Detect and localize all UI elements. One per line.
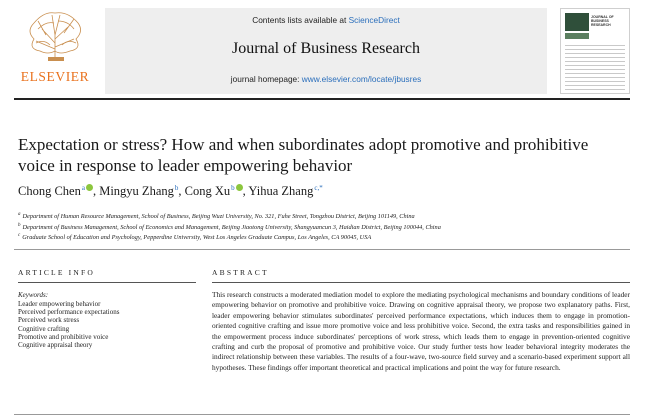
journal-title[interactable]: Journal of Business Research [232, 40, 420, 57]
author-list [18, 184, 628, 199]
keywords-label: Keywords: [18, 291, 49, 299]
article-info-divider [18, 282, 196, 283]
publisher-name: ELSEVIER [20, 69, 90, 84]
keyword-item: Promotive and prohibitive voice [18, 332, 109, 341]
homepage-prefix: journal homepage: [230, 74, 302, 84]
keyword-item: Cognitive crafting [18, 324, 70, 333]
orcid-icon[interactable] [236, 184, 243, 191]
affiliation [18, 212, 628, 220]
author-affiliation-mark[interactable]: b [174, 184, 179, 192]
author-separator: , [242, 184, 249, 198]
affiliation-mark: b [18, 223, 21, 228]
elsevier-logo[interactable] [14, 9, 96, 87]
cover-image-block [565, 13, 589, 31]
elsevier-tree-icon [24, 9, 86, 63]
contents-prefix: Contents lists available at [252, 15, 349, 25]
author-name[interactable]: Chong Chen [18, 184, 81, 198]
affiliation-mark: a [18, 212, 21, 217]
keyword-item: Perceived work stress [18, 316, 80, 325]
author-affiliation-mark[interactable]: c,* [314, 184, 323, 192]
author-name[interactable]: Yihua Zhang [248, 184, 314, 198]
keyword-item: Leader empowering behavior [18, 300, 101, 308]
affiliation-mark: c [18, 233, 21, 238]
journal-cover-thumbnail[interactable] [560, 8, 630, 94]
article-title: Expectation or stress? How and when subordinates adopt promotive and prohibitive voice in response to leader empowering behavior [18, 135, 589, 175]
author-name[interactable]: Mingyu Zhang [99, 184, 174, 198]
author-separator: , [178, 184, 185, 198]
author-separator: , [92, 184, 100, 198]
abstract-heading: ABSTRACT [212, 268, 269, 277]
journal-homepage-link[interactable]: www.elsevier.com/locate/jbusres [301, 74, 422, 84]
author-name[interactable]: Cong Xu [184, 184, 231, 198]
cover-image-strip [565, 33, 589, 39]
author-affiliation-mark[interactable]: b [231, 184, 235, 192]
affiliation-text: Department of Business Management, School of Economics and Management, Beijing Jiaotong University, Shangyuancun 3, Haidian District, Beijing 100044, China [22, 224, 441, 231]
homepage-line [105, 74, 547, 84]
affiliation [18, 233, 628, 241]
article-info-heading: ARTICLE INFO [18, 268, 95, 277]
keyword-item: Cognitive appraisal theory [18, 341, 93, 350]
bottom-divider [14, 414, 630, 415]
orcid-icon[interactable] [86, 184, 93, 191]
cover-text-lines [565, 45, 625, 93]
sciencedirect-link[interactable]: ScienceDirect [348, 15, 400, 25]
author-affiliation-mark[interactable]: a [81, 184, 85, 192]
contents-line [105, 15, 547, 25]
affiliation-divider [14, 249, 630, 250]
journal-masthead [105, 8, 547, 94]
keyword-item: Perceived performance expectations [18, 308, 120, 317]
abstract-text: This research constructs a moderated mediation model to explore the mediating psychological mechanisms and boundary conditions of leader empowering behavior on promotive and prohibitive voice. Drawing on cognitive appraisal theory, we propose two explanatory paths. First, leader empowering behavior stimulates subordinates' perceived performance expectations, which induces them to engage in promotion-oriented cognitive crafting and issue more promotive voice and less prohibitive voice. Second, the extra tasks and responsibilities gained in the empowerment process induce subordinates' perceptions of work stress, which leads them to engage in prevention-oriented cognitive crafting and curb the proposal of promotive and prohibitive voice. Our study further tests how leader behavioral integrity moderates the indirect relationship between these variables. The results of a four-wave, two-source field survey and a scenario-based experiment support all hypotheses. These findings offer important theoretical and practical implications and point the way for future research. [212, 290, 630, 372]
keyword-list [18, 300, 198, 349]
abstract-divider [212, 282, 630, 283]
header-divider [14, 98, 630, 100]
affiliation-text: Department of Human Resource Management, School of Business, Beijing Wuzi University, No. 321, Fuhe Street, Tongzhou District, Beijing 101149, China [22, 213, 415, 220]
affiliation [18, 223, 628, 231]
cover-title: JOURNAL OF BUSINESS RESEARCH [591, 15, 614, 27]
affiliation-text: Graduate School of Education and Psychology, Pepperdine University, West Los Angeles Graduate Campus, Los Angeles, CA 90045, USA [22, 234, 372, 241]
